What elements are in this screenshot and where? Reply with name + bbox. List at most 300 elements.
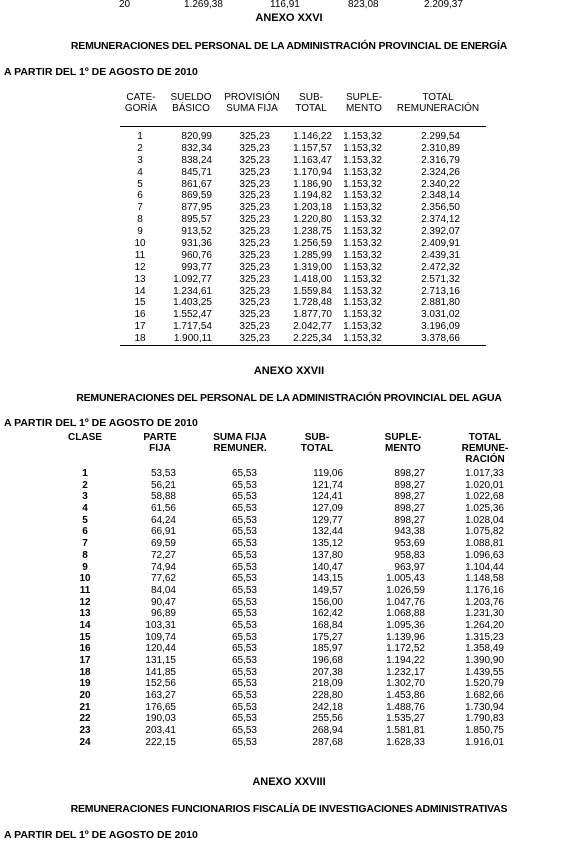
table-cell: 11 bbox=[134, 249, 146, 261]
table-cell: 7 bbox=[137, 202, 143, 214]
table-cell: 325,23 bbox=[239, 333, 270, 345]
table-cell: 65,53 bbox=[231, 584, 257, 596]
table-cell: 2.299,54 bbox=[421, 131, 460, 142]
table-cell: 898,27 bbox=[394, 479, 425, 491]
table-cell: 15 bbox=[134, 297, 146, 309]
table-cell: 1.231,30 bbox=[465, 608, 504, 620]
anexo-27-title: REMUNERACIONES DEL PERSONAL DE LA ADMINISTRACIÓN PROVINCIAL DEL AGUA bbox=[76, 392, 502, 404]
table-cell: 6 bbox=[137, 190, 143, 202]
table-cell: 1.088,81 bbox=[465, 538, 504, 550]
table-cell: 1.302,70 bbox=[386, 678, 425, 690]
table-cell: 218,09 bbox=[312, 678, 343, 690]
table-cell: 1.025,36 bbox=[465, 503, 504, 515]
table-cell: 65,53 bbox=[231, 736, 257, 748]
table-row bbox=[120, 309, 486, 321]
table-cell: 162,42 bbox=[312, 608, 343, 620]
table-cell: 2.340,22 bbox=[421, 178, 460, 190]
table-cell: 1.850,75 bbox=[465, 725, 504, 737]
col-header: SUPLE- MENTO bbox=[384, 432, 422, 454]
table-cell: 1.047,76 bbox=[386, 596, 425, 608]
table-row bbox=[0, 725, 578, 737]
table-cell: 1.026,59 bbox=[386, 584, 425, 596]
anexo-27-label: ANEXO XXVII bbox=[253, 365, 325, 377]
table-cell: 869,59 bbox=[181, 190, 212, 202]
table-cell: 1.148,58 bbox=[465, 573, 504, 585]
table-cell: 325,23 bbox=[239, 261, 270, 273]
continuation-cell: 823,08 bbox=[348, 0, 379, 10]
table-row bbox=[120, 321, 486, 333]
table-cell: 325,23 bbox=[239, 297, 270, 309]
col-header: TOTAL REMUNERACIÓN bbox=[396, 92, 480, 114]
table-cell: 1.153,32 bbox=[343, 214, 382, 226]
table-cell: 65,53 bbox=[231, 573, 257, 585]
table-cell: 958,83 bbox=[394, 549, 425, 561]
table-cell: 1.153,32 bbox=[343, 321, 382, 333]
table-cell: 1.628,33 bbox=[386, 736, 425, 748]
continuation-cell: 1.269,38 bbox=[184, 0, 223, 10]
table-cell: 190,03 bbox=[145, 713, 176, 725]
table-row bbox=[120, 202, 486, 214]
table-cell: 19 bbox=[79, 678, 91, 690]
col-header: CATE- GORÍA bbox=[124, 92, 158, 114]
table-cell: 1.153,32 bbox=[343, 297, 382, 309]
table-cell: 1.194,82 bbox=[293, 190, 332, 202]
table-cell: 14 bbox=[134, 285, 146, 297]
table-cell: 1.234,61 bbox=[173, 285, 212, 297]
table-row bbox=[0, 526, 578, 538]
table-cell: 56,21 bbox=[150, 479, 176, 491]
table-header bbox=[0, 432, 578, 468]
table-cell: 129,77 bbox=[312, 514, 343, 526]
table-cell: 23 bbox=[79, 725, 91, 737]
table-cell: 96,89 bbox=[150, 608, 176, 620]
table-cell: 1.877,70 bbox=[293, 309, 332, 321]
table-cell: 1.022,68 bbox=[465, 491, 504, 503]
table-cell: 1.418,00 bbox=[293, 273, 332, 285]
table-cell: 877,95 bbox=[181, 202, 212, 214]
table-cell: 124,41 bbox=[312, 491, 343, 503]
table-row bbox=[120, 167, 486, 179]
table-cell: 2.439,31 bbox=[421, 249, 460, 261]
table-cell: 3.031,02 bbox=[421, 309, 460, 321]
table-cell: 121,74 bbox=[312, 479, 343, 491]
table-row bbox=[0, 585, 578, 597]
table-row bbox=[0, 491, 578, 503]
table-row bbox=[120, 262, 486, 274]
table-cell: 913,52 bbox=[181, 226, 212, 238]
anexo-28-label: ANEXO XXVIII bbox=[252, 776, 326, 788]
table-cell: 1.453,86 bbox=[386, 690, 425, 702]
table-row bbox=[0, 702, 578, 714]
table-cell: 325,23 bbox=[239, 214, 270, 226]
table-cell: 8 bbox=[82, 549, 88, 561]
table-cell: 838,24 bbox=[181, 154, 212, 166]
table-cell: 1.153,32 bbox=[343, 261, 382, 273]
table-cell: 65,53 bbox=[231, 701, 257, 713]
table-cell: 820,99 bbox=[181, 131, 212, 142]
table-cell: 1.439,55 bbox=[465, 666, 504, 678]
table-cell: 943,38 bbox=[394, 526, 425, 538]
col-header: SUPLE- MENTO bbox=[345, 92, 383, 114]
table-cell: 1.203,76 bbox=[465, 596, 504, 608]
table-body bbox=[0, 468, 578, 749]
table-cell: 1.028,04 bbox=[465, 514, 504, 526]
table-cell: 1.552,47 bbox=[173, 309, 212, 321]
table-cell: 1.096,63 bbox=[465, 549, 504, 561]
table-cell: 1.488,76 bbox=[386, 701, 425, 713]
table-cell: 65,53 bbox=[231, 468, 257, 479]
table-cell: 325,23 bbox=[239, 202, 270, 214]
table-cell: 3.196,09 bbox=[421, 321, 460, 333]
table-cell: 2.713,16 bbox=[421, 285, 460, 297]
anexo-26-label: ANEXO XXVI bbox=[255, 12, 323, 24]
table-cell: 16 bbox=[79, 643, 91, 655]
table-cell: 21 bbox=[79, 701, 91, 713]
table-cell: 832,34 bbox=[181, 142, 212, 154]
table-cell: 1.153,32 bbox=[343, 333, 382, 345]
table-cell: 1.068,88 bbox=[386, 608, 425, 620]
table-cell: 1.220,80 bbox=[293, 214, 332, 226]
table-row bbox=[0, 632, 578, 644]
table-cell: 65,53 bbox=[231, 725, 257, 737]
table-cell: 9 bbox=[137, 226, 143, 238]
table-cell: 1.153,32 bbox=[343, 226, 382, 238]
table-cell: 2.310,89 bbox=[421, 142, 460, 154]
table-cell: 176,65 bbox=[145, 701, 176, 713]
table-cell: 1.163,47 bbox=[293, 154, 332, 166]
table-cell: 1.535,27 bbox=[386, 713, 425, 725]
table-cell: 963,97 bbox=[394, 561, 425, 573]
table-cell: 141,85 bbox=[145, 666, 176, 678]
table-cell: 2.042,77 bbox=[293, 321, 332, 333]
table-cell: 2.225,34 bbox=[293, 333, 332, 345]
table-cell: 10 bbox=[79, 573, 91, 585]
anexo-26-table bbox=[120, 92, 486, 346]
table-cell: 65,53 bbox=[231, 526, 257, 538]
table-cell: 228,80 bbox=[312, 690, 343, 702]
table-cell: 325,23 bbox=[239, 190, 270, 202]
table-cell: 65,53 bbox=[231, 690, 257, 702]
table-cell: 7 bbox=[82, 538, 88, 550]
table-cell: 15 bbox=[79, 631, 91, 643]
table-cell: 175,27 bbox=[312, 631, 343, 643]
table-cell: 1.172,52 bbox=[386, 643, 425, 655]
anexo-28-title: REMUNERACIONES FUNCIONARIOS FISCALÍA DE INVESTIGACIONES ADMINISTRATIVAS bbox=[70, 803, 508, 815]
table-cell: 152,56 bbox=[145, 678, 176, 690]
table-cell: 1.153,32 bbox=[343, 202, 382, 214]
table-cell: 1.728,48 bbox=[293, 297, 332, 309]
table-cell: 1.153,32 bbox=[343, 309, 382, 321]
table-cell: 898,27 bbox=[394, 491, 425, 503]
table-cell: 1.717,54 bbox=[173, 321, 212, 333]
table-cell: 1.157,57 bbox=[293, 142, 332, 154]
table-cell: 960,76 bbox=[181, 249, 212, 261]
table-cell: 898,27 bbox=[394, 514, 425, 526]
table-row bbox=[0, 643, 578, 655]
table-header bbox=[120, 92, 486, 126]
table-cell: 1.153,32 bbox=[343, 190, 382, 202]
table-cell: 898,27 bbox=[394, 468, 425, 479]
table-row bbox=[120, 250, 486, 262]
table-row bbox=[120, 274, 486, 286]
table-cell: 65,53 bbox=[231, 608, 257, 620]
table-cell: 65,53 bbox=[231, 713, 257, 725]
table-cell: 1.319,00 bbox=[293, 261, 332, 273]
table-cell: 72,27 bbox=[150, 549, 176, 561]
table-row bbox=[0, 515, 578, 527]
table-cell: 16 bbox=[134, 309, 146, 321]
table-cell: 287,68 bbox=[312, 736, 343, 748]
table-cell: 65,53 bbox=[231, 479, 257, 491]
table-cell: 65,53 bbox=[231, 643, 257, 655]
table-cell: 993,77 bbox=[181, 261, 212, 273]
table-cell: 65,53 bbox=[231, 666, 257, 678]
table-cell: 1.153,32 bbox=[343, 273, 382, 285]
table-row bbox=[120, 238, 486, 250]
col-header: PROVISIÓN SUMA FIJA bbox=[224, 92, 280, 114]
table-cell: 1.153,32 bbox=[343, 166, 382, 178]
table-cell: 135,12 bbox=[312, 538, 343, 550]
table-cell: 53,53 bbox=[150, 468, 176, 479]
table-cell: 1.256,59 bbox=[293, 238, 332, 250]
table-cell: 1.232,17 bbox=[386, 666, 425, 678]
table-cell: 1.900,11 bbox=[173, 333, 212, 345]
table-cell: 10 bbox=[134, 238, 146, 250]
table-cell: 65,53 bbox=[231, 631, 257, 643]
table-cell: 137,80 bbox=[312, 549, 343, 561]
table-cell: 1.092,77 bbox=[173, 273, 212, 285]
anexo-26-title: REMUNERACIONES DEL PERSONAL DE LA ADMINISTRACIÓN PROVINCIAL DE ENERGÍA bbox=[70, 40, 508, 52]
table-cell: 3.378,66 bbox=[421, 333, 460, 345]
table-cell: 109,74 bbox=[145, 631, 176, 643]
table-cell: 1.153,32 bbox=[343, 238, 382, 250]
table-cell: 77,62 bbox=[150, 573, 176, 585]
table-cell: 1.139,96 bbox=[386, 631, 425, 643]
table-cell: 1.194,22 bbox=[386, 655, 425, 666]
table-row bbox=[120, 286, 486, 298]
table-cell: 1.095,36 bbox=[386, 619, 425, 631]
table-body bbox=[120, 126, 486, 346]
table-cell: 2.472,32 bbox=[421, 261, 460, 273]
table-row bbox=[0, 468, 578, 480]
table-cell: 1.104,44 bbox=[465, 561, 504, 573]
table-cell: 196,68 bbox=[312, 655, 343, 666]
table-row bbox=[120, 214, 486, 226]
table-cell: 3 bbox=[82, 491, 88, 503]
table-cell: 1.390,90 bbox=[465, 655, 504, 666]
col-header: SUELDO BÁSICO bbox=[170, 92, 212, 114]
table-row bbox=[120, 131, 486, 143]
table-cell: 12 bbox=[79, 596, 91, 608]
table-cell: 861,67 bbox=[181, 178, 212, 190]
table-row bbox=[0, 480, 578, 492]
table-cell: 5 bbox=[82, 514, 88, 526]
table-cell: 2 bbox=[82, 479, 88, 491]
col-header: SUB- TOTAL bbox=[295, 92, 327, 114]
table-cell: 1.238,75 bbox=[293, 226, 332, 238]
table-cell: 8 bbox=[137, 214, 143, 226]
col-header: CLASE bbox=[68, 432, 102, 443]
table-cell: 131,15 bbox=[145, 655, 176, 666]
table-cell: 2.348,14 bbox=[421, 190, 460, 202]
table-cell: 207,38 bbox=[312, 666, 343, 678]
table-row bbox=[0, 503, 578, 515]
continuation-row bbox=[0, 0, 578, 11]
table-row bbox=[0, 713, 578, 725]
table-cell: 13 bbox=[79, 608, 91, 620]
table-row bbox=[0, 608, 578, 620]
table-cell: 1.559,84 bbox=[293, 285, 332, 297]
table-cell: 140,47 bbox=[312, 561, 343, 573]
table-cell: 1.170,94 bbox=[293, 166, 332, 178]
table-cell: 1.153,32 bbox=[343, 178, 382, 190]
table-row bbox=[0, 573, 578, 585]
continuation-cell: 116,91 bbox=[270, 0, 300, 10]
table-cell: 2 bbox=[137, 142, 143, 154]
table-cell: 1.020,01 bbox=[465, 479, 504, 491]
table-cell: 1.403,25 bbox=[173, 297, 212, 309]
table-cell: 1.153,32 bbox=[343, 249, 382, 261]
table-cell: 9 bbox=[82, 561, 88, 573]
table-row bbox=[0, 678, 578, 690]
table-cell: 2.409,91 bbox=[421, 238, 460, 250]
table-cell: 65,53 bbox=[231, 678, 257, 690]
table-cell: 1.730,94 bbox=[465, 701, 504, 713]
table-cell: 168,84 bbox=[312, 619, 343, 631]
table-row bbox=[120, 297, 486, 309]
table-cell: 1.285,99 bbox=[293, 249, 332, 261]
table-cell: 1.203,18 bbox=[293, 202, 332, 214]
table-cell: 1.146,22 bbox=[293, 131, 332, 142]
table-row bbox=[120, 179, 486, 191]
table-cell: 895,57 bbox=[181, 214, 212, 226]
table-cell: 65,53 bbox=[231, 619, 257, 631]
table-cell: 1.682,66 bbox=[465, 690, 504, 702]
table-cell: 268,94 bbox=[312, 725, 343, 737]
table-cell: 325,23 bbox=[239, 285, 270, 297]
table-row bbox=[0, 655, 578, 667]
table-cell: 103,31 bbox=[145, 619, 176, 631]
table-cell: 163,27 bbox=[145, 690, 176, 702]
table-cell: 18 bbox=[134, 333, 146, 345]
table-cell: 65,53 bbox=[231, 491, 257, 503]
table-cell: 1.005,43 bbox=[386, 573, 425, 585]
table-cell: 1.520,79 bbox=[465, 678, 504, 690]
table-row bbox=[120, 226, 486, 238]
table-cell: 12 bbox=[134, 261, 146, 273]
table-cell: 2.356,50 bbox=[421, 202, 460, 214]
table-cell: 120,44 bbox=[145, 643, 176, 655]
table-cell: 17 bbox=[134, 321, 146, 333]
table-cell: 6 bbox=[82, 526, 88, 538]
table-cell: 185,97 bbox=[312, 643, 343, 655]
table-row bbox=[0, 737, 578, 749]
table-cell: 11 bbox=[79, 584, 91, 596]
table-cell: 2.392,07 bbox=[421, 226, 460, 238]
table-cell: 65,53 bbox=[231, 503, 257, 515]
table-cell: 1.153,32 bbox=[343, 154, 382, 166]
table-cell: 65,53 bbox=[231, 561, 257, 573]
table-cell: 20 bbox=[79, 690, 91, 702]
table-cell: 1.075,82 bbox=[465, 526, 504, 538]
table-cell: 3 bbox=[137, 154, 143, 166]
table-cell: 64,24 bbox=[150, 514, 176, 526]
table-cell: 325,23 bbox=[239, 321, 270, 333]
table-cell: 149,57 bbox=[312, 584, 343, 596]
table-cell: 203,41 bbox=[145, 725, 176, 737]
table-cell: 325,23 bbox=[239, 178, 270, 190]
table-cell: 325,23 bbox=[239, 142, 270, 154]
table-cell: 65,53 bbox=[231, 538, 257, 550]
anexo-26-subtitle: A PARTIR DEL 1º DE AGOSTO DE 2010 bbox=[4, 66, 198, 78]
table-cell: 1.358,49 bbox=[465, 643, 504, 655]
table-row bbox=[0, 667, 578, 679]
table-row bbox=[0, 620, 578, 632]
table-cell: 1.017,33 bbox=[465, 468, 504, 479]
table-cell: 65,53 bbox=[231, 596, 257, 608]
table-cell: 325,23 bbox=[239, 309, 270, 321]
table-cell: 58,88 bbox=[150, 491, 176, 503]
table-cell: 1.153,32 bbox=[343, 285, 382, 297]
table-row bbox=[120, 143, 486, 155]
table-cell: 90,47 bbox=[150, 596, 176, 608]
anexo-27-subtitle: A PARTIR DEL 1º DE AGOSTO DE 2010 bbox=[4, 417, 198, 429]
table-cell: 1.916,01 bbox=[465, 736, 504, 748]
anexo-27-table bbox=[0, 432, 578, 749]
table-cell: 931,36 bbox=[181, 238, 212, 250]
table-row bbox=[120, 190, 486, 202]
table-cell: 325,23 bbox=[239, 249, 270, 261]
table-cell: 156,00 bbox=[312, 596, 343, 608]
anexo-28-subtitle: A PARTIR DEL 1º DE AGOSTO DE 2010 bbox=[4, 829, 198, 841]
col-header: TOTAL REMUNE- RACIÓN bbox=[461, 432, 509, 465]
table-cell: 1 bbox=[82, 468, 88, 479]
table-cell: 325,23 bbox=[239, 238, 270, 250]
table-cell: 4 bbox=[137, 166, 143, 178]
table-cell: 953,69 bbox=[394, 538, 425, 550]
table-cell: 18 bbox=[79, 666, 91, 678]
table-cell: 898,27 bbox=[394, 503, 425, 515]
table-cell: 2.571,32 bbox=[421, 273, 460, 285]
table-cell: 143,15 bbox=[312, 573, 343, 585]
table-row bbox=[0, 550, 578, 562]
table-cell: 119,06 bbox=[313, 468, 343, 479]
table-cell: 2.374,12 bbox=[421, 214, 460, 226]
table-cell: 65,53 bbox=[231, 655, 257, 666]
table-cell: 255,56 bbox=[312, 713, 343, 725]
table-cell: 69,59 bbox=[150, 538, 176, 550]
table-cell: 127,09 bbox=[312, 503, 343, 515]
table-cell: 4 bbox=[82, 503, 88, 515]
table-cell: 325,23 bbox=[239, 226, 270, 238]
table-cell: 1.264,20 bbox=[465, 619, 504, 631]
table-cell: 2.316,79 bbox=[421, 154, 460, 166]
table-cell: 65,53 bbox=[231, 549, 257, 561]
table-cell: 1.153,32 bbox=[343, 131, 382, 142]
table-cell: 65,53 bbox=[231, 514, 257, 526]
continuation-cell: 2.209,37 bbox=[424, 0, 463, 10]
table-row bbox=[0, 690, 578, 702]
table-row bbox=[0, 597, 578, 609]
table-row bbox=[120, 333, 486, 345]
table-cell: 2.881,80 bbox=[421, 297, 460, 309]
table-cell: 61,56 bbox=[150, 503, 176, 515]
table-cell: 242,18 bbox=[312, 701, 343, 713]
table-cell: 2.324,26 bbox=[421, 166, 460, 178]
table-cell: 66,91 bbox=[150, 526, 176, 538]
table-cell: 845,71 bbox=[181, 166, 212, 178]
col-header: PARTE FIJA bbox=[143, 432, 177, 454]
